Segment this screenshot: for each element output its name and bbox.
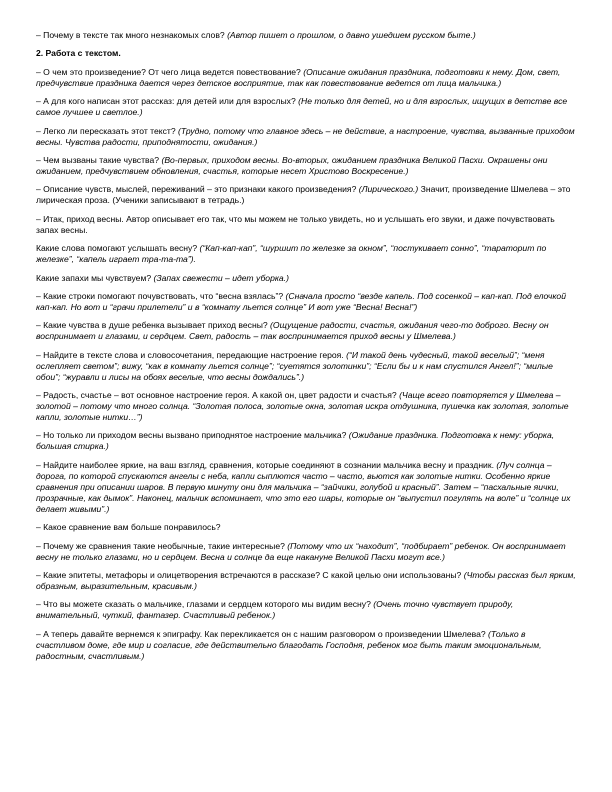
paragraph-5: – Легко ли пересказать этот текст? (Трудно, потому что главное здесь – не действие, а настроение, чувства, вызванные приходом весны. Чувства радости, приподнятости, ожидания.) <box>36 125 575 147</box>
paragraph-7: – Описание чувств, мыслей, переживаний – это признаки какого произведения? (Лирического.) Значит, произведение Шмелева – это лирическая проза. (Ученики записывают в тетрадь.) <box>36 184 571 206</box>
section-heading: 2. Работа с текстом. <box>36 48 121 59</box>
paragraph-15: – Но только ли приходом весны вызвано приподнятое настроение мальчика? (Ожидание праздника. Подготовка к нему: уборка, большая стирка.) <box>36 430 555 452</box>
paragraph-20: – Что вы можете сказать о мальчике, глазами и сердцем которого мы видим весну? (Очень точно чувствует природу, внимательный, чуткий, фантазер. Счастливый ребенок.) <box>36 599 514 621</box>
paragraph-3: – О чем это произведение? От чего лица ведется повествование? (Описание ожидания праздника, подготовки к нему. Дом, свет, предчувствие праздника дается через детское восприятие, так как повествование ведется от лица мальчика.) <box>36 66 561 88</box>
paragraph-4: – А для кого написан этот рассказ: для детей или для взрослых? (Не только для детей, но и для взрослых, ищущих в детстве все самое лучшее и светлое.) <box>36 96 568 118</box>
paragraph-9: Какие слова помогают услышать весну? (“Кап-кап-кап”, “шуршит по железке за окном”, “постукивает сонно”, “тараторит по железке”, “капель играет тра-та-та”). <box>36 243 547 265</box>
paragraph-18: – Почему же сравнения такие необычные, такие интересные? (Потому что их “находит”, “подбирает” ребенок. Он воспринимает весну не только глазами, но и сердцем. Весна и солнце да еще накануне Великой Пасхи могут все.) <box>36 540 566 562</box>
paragraph-12: – Какие чувства в душе ребенка вызывает приход весны? (Ощущение радости, счастья, ожидания чего-то доброго. Весну он воспринимает и глазами, и сердцем. Свет, радость – так воспринимается приход весны у Шмелева.) <box>36 320 549 342</box>
paragraph-14: – Радость, счастье – вот основное настроение героя. А какой он, цвет радости и счастья? (Чаще всего повторяется у Шмелева – золотой – потому что много солнца. “Золотая полоса, золотые окна, золотая искра отдушника, пушечка как золотая, золотые капли, золотые нитки…”) <box>36 390 569 423</box>
document-page <box>36 30 576 669</box>
paragraph-19: – Какие эпитеты, метафоры и олицетворения встречаются в рассказе? С какой целью они использованы? (Чтобы рассказ был ярким, образным, выразительным, красивым.) <box>36 570 576 592</box>
paragraph-1: – Почему в тексте так много незнакомых слов? (Автор пишет о прошлом, о давно ушедшем русском быте.) <box>36 30 476 40</box>
paragraph-17: – Какое сравнение вам больше понравилось? <box>36 522 221 533</box>
paragraph-11: – Какие строки помогают почувствовать, что “весна взялась”? (Сначала просто “везде капель. Под сосенкой – кап-кап. Под елочкой кап-кап. Но вот и “грачи прилетели” и в “комнату льется солнце” И вот уже “Весна! Весна!”) <box>36 290 566 312</box>
paragraph-8: – Итак, приход весны. Автор описывает его так, что мы можем не только увидеть, но и услышать его звуки, и даже почувствовать запах весны. <box>36 213 555 235</box>
paragraph-21: – А теперь давайте вернемся к эпиграфу. Как перекликается он с нашим разговором о произведении Шмелева? (Только в счастливом доме, где мир и согласие, где действительно благодать Господня, ребенок мог быть таким эмоциональным, радостным, счастливым.) <box>36 628 542 661</box>
paragraph-10: Какие запахи мы чувствуем? (Запах свежести – идет уборка.) <box>36 272 289 283</box>
paragraph-6: – Чем вызваны такие чувства? (Во-первых, приходом весны. Во-вторых, ожиданием праздника Великой Пасхи. Окрашены они ожиданием, предчувствием обновления, счастья, которые несет Христово Воскресение.) <box>36 154 548 176</box>
paragraph-16: – Найдите наиболее яркие, на ваш взгляд, сравнения, которые соединяют в сознании мальчика весну и праздник. (Луч солнца – дорога, по которой спускаются ангелы с неба, капли сыплются часто – часто, вьются как золотые нитки. Особенно яркие сравнения при описании шаров. В первую минуту они для мальчика – “зайчики, голубой и красный”. Затем – “пасхальные яички, прозрачные, как дымок”. Наконец, мальчик вспоминает, что это его шары, которые он “выпустил погулять на воле” и “солнце их делает живыми”.) <box>36 459 571 514</box>
paragraph-13: – Найдите в тексте слова и словосочетания, передающие настроение героя. (“И такой день чудесный, такой веселый”; “меня ослепляет светом”; вижу, “как в комнату льется солнце”; “суетятся золотинки”; “Если бы и к нам спустился Ангел!”; “милые обои”; “журавли и лисы на обоях веселые, что весны дождались”.) <box>36 349 553 382</box>
